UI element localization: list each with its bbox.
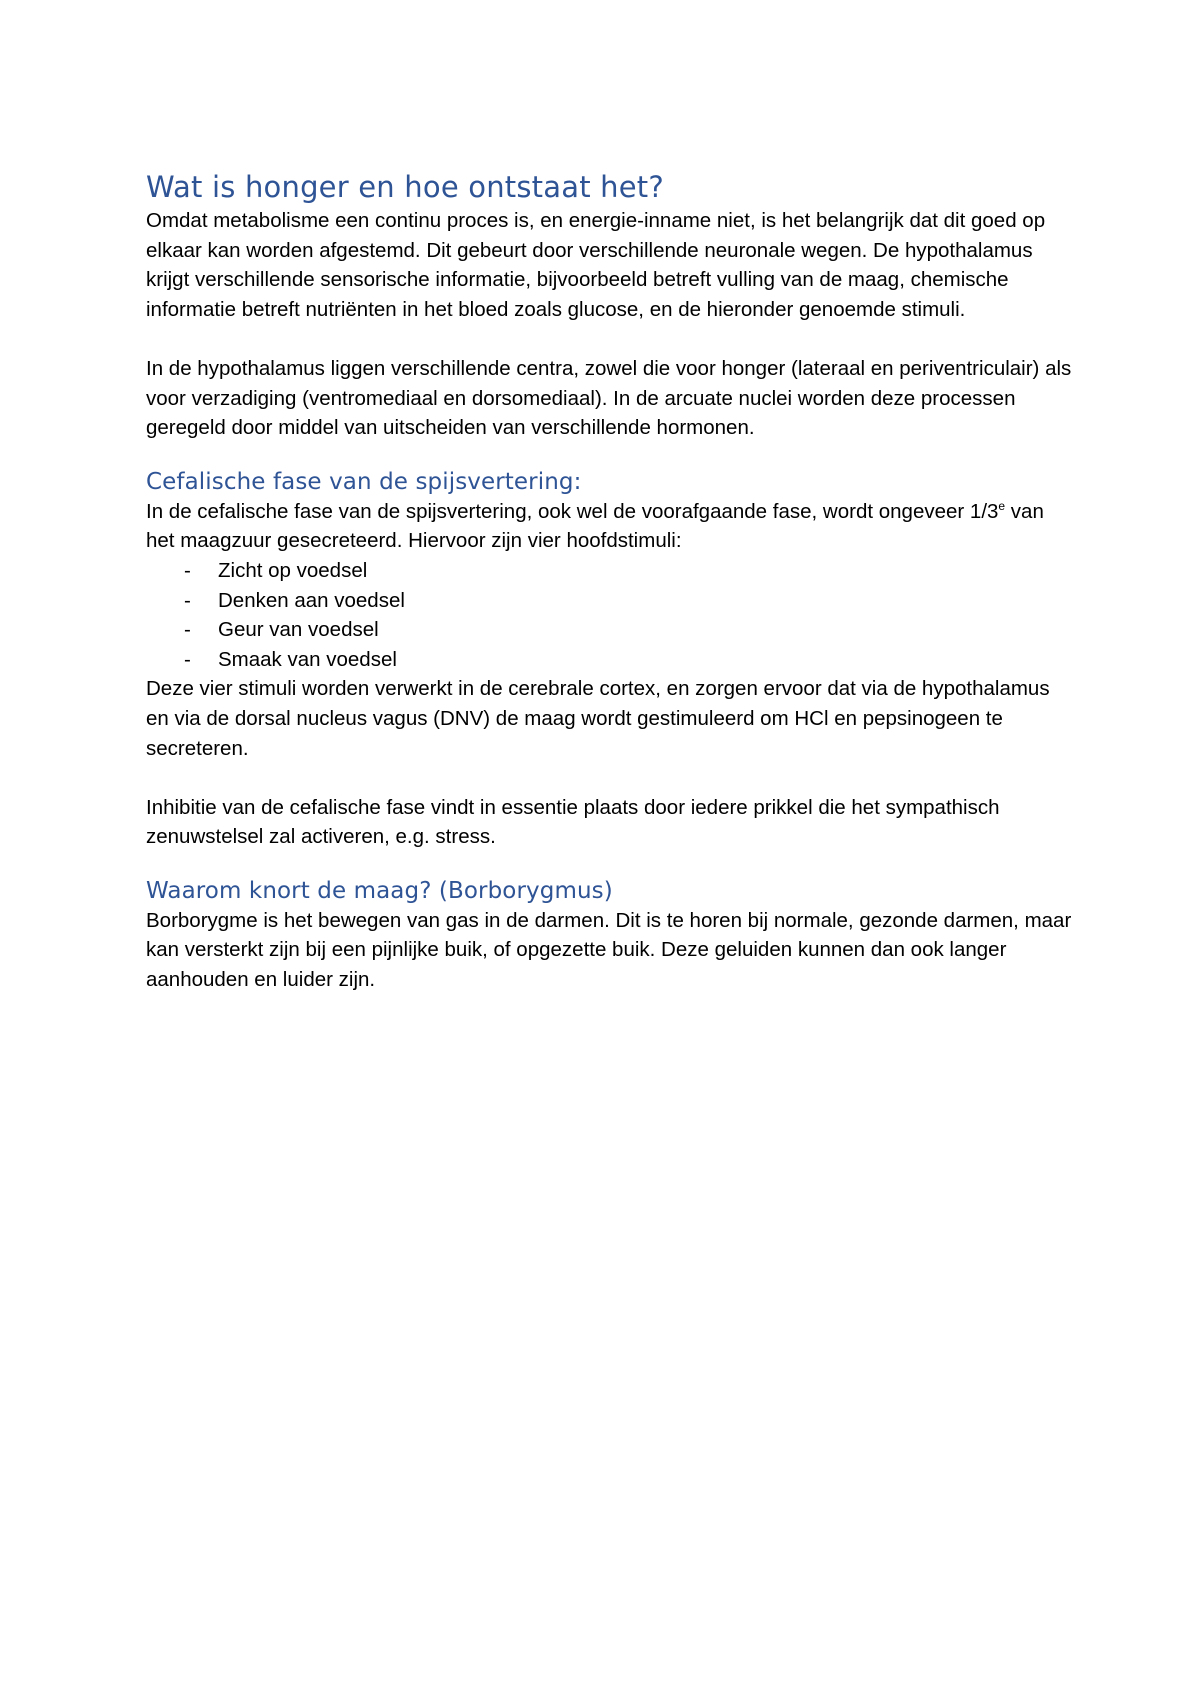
heading-hunger: Wat is honger en hoe ontstaat het? xyxy=(146,170,664,204)
list-dash: - xyxy=(184,588,191,612)
paragraph-metabolism: Omdat metabolisme een continu proces is, en energie-inname niet, is het belangrijk dat dit goed op elkaar kan worden afgestemd. Dit gebeurt door verschillende neuronale wegen. De hypothalamus krijgt verschillende sensorische informatie, bijvoorbeeld betreft vulling van de maag, chemische informatie betreft nutriënten in het bloed zoals glucose, en de hieronder genoemde stimuli. xyxy=(146,209,1046,321)
paragraph-borborygme: Borborygme is het bewegen van gas in de darmen. Dit is te horen bij normale, gezonde darmen, maar kan versterkt zijn bij een pijnlijke buik, of opgezette buik. Deze geluiden kunnen dan ook langer aanhouden en luider zijn. xyxy=(146,908,1072,992)
list-item-text: Zicht op voedsel xyxy=(218,558,368,582)
list-item xyxy=(146,645,1076,675)
superscript-e: e xyxy=(998,498,1006,513)
spacer xyxy=(146,763,1076,793)
spacer xyxy=(146,443,1076,467)
list-dash: - xyxy=(184,558,191,582)
document-page xyxy=(146,168,1076,995)
heading-cephalic-phase: Cefalische fase van de spijsvertering: xyxy=(146,468,582,495)
cephalic-intro-text: In de cefalische fase van de spijsvertering, ook wel de voorafgaande fase, wordt ongeveer 1/3 xyxy=(146,499,999,523)
paragraph-inhibition: Inhibitie van de cefalische fase vindt in essentie plaats door iedere prikkel die het sympathisch zenuwstelsel zal activeren, e.g. stress. xyxy=(146,795,1000,849)
list-item xyxy=(146,615,1076,645)
list-item-text: Geur van voedsel xyxy=(218,618,379,642)
spacer xyxy=(146,852,1076,876)
list-item-text: Smaak van voedsel xyxy=(218,647,397,671)
stimuli-list xyxy=(146,556,1076,674)
list-dash: - xyxy=(184,618,191,642)
list-dash: - xyxy=(184,647,191,671)
list-item xyxy=(146,586,1076,616)
cephalic-intro-text-cont: van het maagzuur gesecreteerd. Hiervoor zijn vier hoofdstimuli: xyxy=(146,499,1044,553)
list-item-text: Denken aan voedsel xyxy=(218,588,405,612)
paragraph-hypothalamus: In de hypothalamus liggen verschillende centra, zowel die voor honger (lateraal en periventriculair) als voor verzadiging (ventromediaal en dorsomediaal). In de arcuate nuclei worden deze processen geregeld door middel van uitscheiden van verschillende hormonen. xyxy=(146,356,1072,440)
spacer xyxy=(146,324,1076,354)
heading-borborygmus: Waarom knort de maag? (Borborygmus) xyxy=(146,877,613,904)
list-item xyxy=(146,556,1076,586)
paragraph-cerebral-cortex: Deze vier stimuli worden verwerkt in de cerebrale cortex, en zorgen ervoor dat via de hypothalamus en via de dorsal nucleus vagus (DNV) de maag wordt gestimuleerd om HCl en pepsinogeen te secreteren. xyxy=(146,677,1050,760)
paragraph-cephalic-intro xyxy=(146,497,1076,556)
